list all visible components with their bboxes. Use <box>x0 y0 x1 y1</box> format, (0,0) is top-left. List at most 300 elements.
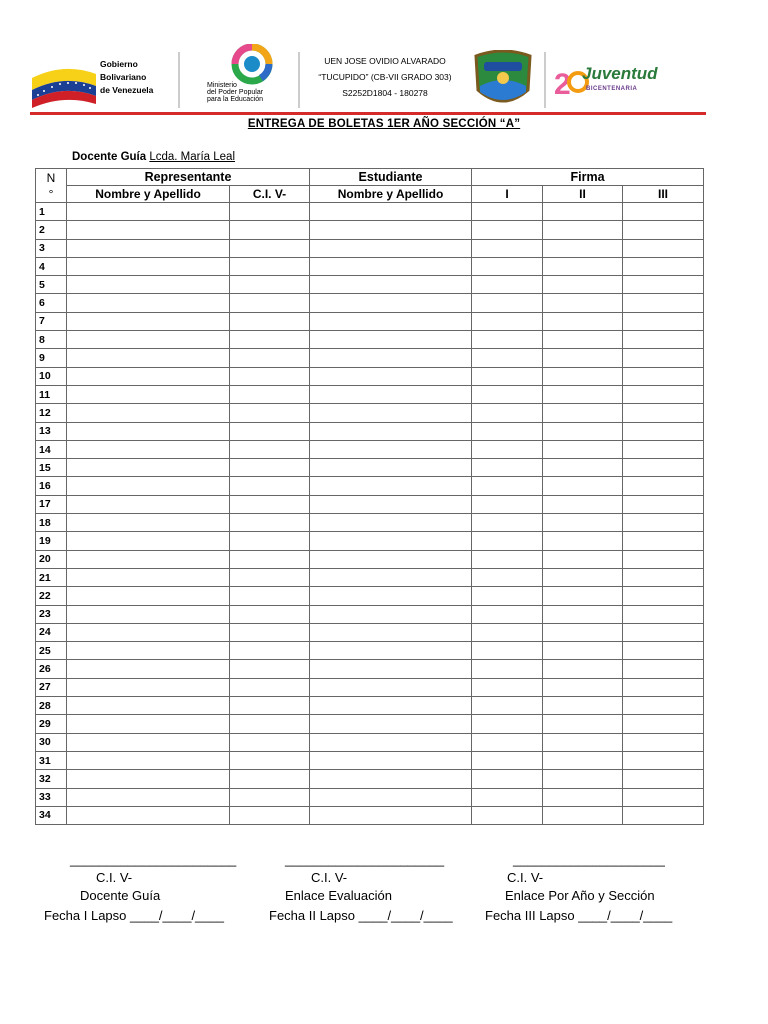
firma-i-cell[interactable] <box>472 312 543 330</box>
firma-iii-cell[interactable] <box>623 678 704 696</box>
table-row <box>36 495 704 513</box>
est-name-cell[interactable] <box>310 568 472 586</box>
header-rule <box>30 112 706 115</box>
firma-ii-cell[interactable] <box>543 550 623 568</box>
table-row <box>36 806 704 824</box>
firma-ii-cell[interactable] <box>543 751 623 769</box>
est-name-cell[interactable] <box>310 385 472 403</box>
row-number: 33 <box>36 788 67 806</box>
rep-ci-cell[interactable] <box>230 697 310 715</box>
firma-iii-cell[interactable] <box>623 550 704 568</box>
rep-name-cell[interactable] <box>67 312 230 330</box>
rep-name-cell[interactable] <box>67 642 230 660</box>
row-number: 23 <box>36 605 67 623</box>
row-number: 11 <box>36 385 67 403</box>
est-name-cell[interactable] <box>310 550 472 568</box>
firma-iii-cell[interactable] <box>623 623 704 641</box>
firma-iii-cell[interactable] <box>623 203 704 221</box>
rep-ci-cell[interactable] <box>230 294 310 312</box>
firma-ii-cell[interactable] <box>543 477 623 495</box>
rep-name-cell[interactable] <box>67 733 230 751</box>
firma-ii-cell[interactable] <box>543 788 623 806</box>
firma-i-header: I <box>472 186 543 203</box>
table-row <box>36 697 704 715</box>
firma-i-cell[interactable] <box>472 257 543 275</box>
rep-ci-cell[interactable] <box>230 514 310 532</box>
school-info: UEN JOSE OVIDIO ALVARADO “TUCUPIDO” (CB-VII GRADO 303) S2252D1804 - 180278 <box>318 56 452 98</box>
firma-i-cell[interactable] <box>472 404 543 422</box>
est-name-cell[interactable] <box>310 276 472 294</box>
rep-name-cell[interactable] <box>67 221 230 239</box>
table-row <box>36 294 704 312</box>
rep-ci-cell[interactable] <box>230 587 310 605</box>
firma-iii-cell[interactable] <box>623 642 704 660</box>
rep-ci-cell[interactable] <box>230 660 310 678</box>
firma-ii-cell[interactable] <box>543 331 623 349</box>
est-name-cell[interactable] <box>310 312 472 330</box>
firma-ii-cell[interactable] <box>543 623 623 641</box>
rep-name-cell[interactable] <box>67 532 230 550</box>
firma-ii-cell[interactable] <box>543 697 623 715</box>
rep-name-cell[interactable] <box>67 477 230 495</box>
rep-name-cell[interactable] <box>67 385 230 403</box>
firma-i-cell[interactable] <box>472 440 543 458</box>
rep-name-cell[interactable] <box>67 550 230 568</box>
rep-name-cell[interactable] <box>67 715 230 733</box>
firma-iii-cell[interactable] <box>623 751 704 769</box>
table-row <box>36 568 704 586</box>
firma-ii-cell[interactable] <box>543 715 623 733</box>
firma-i-cell[interactable] <box>472 751 543 769</box>
firma-i-cell[interactable] <box>472 203 543 221</box>
rep-ci-cell[interactable] <box>230 770 310 788</box>
firma-iii-cell[interactable] <box>623 568 704 586</box>
table-row <box>36 532 704 550</box>
rep-ci-header: C.I. V- <box>230 186 310 203</box>
rep-name-cell[interactable] <box>67 349 230 367</box>
firma-ii-cell[interactable] <box>543 203 623 221</box>
row-number: 4 <box>36 257 67 275</box>
table-row <box>36 459 704 477</box>
firma-i-cell[interactable] <box>472 697 543 715</box>
firma-ii-cell[interactable] <box>543 440 623 458</box>
role-enlace-evaluacion: Enlace Evaluación <box>285 888 392 903</box>
firma-i-cell[interactable] <box>472 495 543 513</box>
firma-i-cell[interactable] <box>472 331 543 349</box>
firma-iii-cell[interactable] <box>623 257 704 275</box>
firma-i-cell[interactable] <box>472 385 543 403</box>
rep-ci-cell[interactable] <box>230 550 310 568</box>
juventud-logo: 2 Juventud BICENTENARIA <box>552 56 634 104</box>
ministry-text: Ministerio del Poder Popular para la Educación <box>207 82 264 103</box>
rep-name-cell[interactable] <box>67 331 230 349</box>
row-number: 30 <box>36 733 67 751</box>
est-name-cell[interactable] <box>310 678 472 696</box>
rep-ci-cell[interactable] <box>230 331 310 349</box>
est-name-cell[interactable] <box>310 477 472 495</box>
row-number: 8 <box>36 331 67 349</box>
est-name-cell[interactable] <box>310 221 472 239</box>
rep-ci-cell[interactable] <box>230 203 310 221</box>
signature-line-seccion: _____________________ <box>513 852 665 867</box>
rep-ci-cell[interactable] <box>230 806 310 824</box>
firma-iii-cell[interactable] <box>623 806 704 824</box>
row-number: 17 <box>36 495 67 513</box>
rep-ci-cell[interactable] <box>230 367 310 385</box>
rep-ci-cell[interactable] <box>230 623 310 641</box>
firma-iii-cell[interactable] <box>623 367 704 385</box>
firma-ii-cell[interactable] <box>543 514 623 532</box>
firma-ii-cell[interactable] <box>543 276 623 294</box>
firma-ii-cell[interactable] <box>543 495 623 513</box>
table-row <box>36 623 704 641</box>
firma-iii-cell[interactable] <box>623 532 704 550</box>
rep-ci-cell[interactable] <box>230 459 310 477</box>
rep-name-header: Nombre y Apellido <box>67 186 230 203</box>
est-name-cell[interactable] <box>310 751 472 769</box>
firma-i-cell[interactable] <box>472 514 543 532</box>
est-name-cell[interactable] <box>310 203 472 221</box>
firma-ii-cell[interactable] <box>543 605 623 623</box>
firma-i-cell[interactable] <box>472 349 543 367</box>
table-row <box>36 715 704 733</box>
rep-name-cell[interactable] <box>67 678 230 696</box>
table-row <box>36 239 704 257</box>
rep-ci-cell[interactable] <box>230 678 310 696</box>
firma-i-cell[interactable] <box>472 550 543 568</box>
rep-name-cell[interactable] <box>67 697 230 715</box>
firma-i-cell[interactable] <box>472 733 543 751</box>
table-row <box>36 276 704 294</box>
rep-name-cell[interactable] <box>67 751 230 769</box>
firma-ii-cell[interactable] <box>543 770 623 788</box>
firma-iii-cell[interactable] <box>623 221 704 239</box>
est-name-cell[interactable] <box>310 404 472 422</box>
est-name-cell[interactable] <box>310 532 472 550</box>
firma-ii-cell[interactable] <box>543 349 623 367</box>
role-enlace-seccion: Enlace Por Año y Sección <box>505 888 655 903</box>
est-name-cell[interactable] <box>310 587 472 605</box>
rep-name-cell[interactable] <box>67 660 230 678</box>
firma-ii-cell[interactable] <box>543 385 623 403</box>
firma-header: Firma <box>472 169 704 186</box>
table-row <box>36 678 704 696</box>
firma-iii-cell[interactable] <box>623 605 704 623</box>
table-row <box>36 642 704 660</box>
firma-ii-cell[interactable] <box>543 806 623 824</box>
firma-iii-cell[interactable] <box>623 459 704 477</box>
table-row <box>36 788 704 806</box>
row-number: 18 <box>36 514 67 532</box>
row-number: 34 <box>36 806 67 824</box>
row-number: 25 <box>36 642 67 660</box>
ci-evaluacion: C.I. V- <box>311 870 348 885</box>
row-number: 28 <box>36 697 67 715</box>
document-title: ENTREGA DE BOLETAS 1ER AÑO SECCIÓN “A” <box>247 118 521 130</box>
table-row <box>36 349 704 367</box>
est-name-cell[interactable] <box>310 697 472 715</box>
table-row <box>36 404 704 422</box>
firma-i-cell[interactable] <box>472 806 543 824</box>
est-name-cell[interactable] <box>310 294 472 312</box>
rep-ci-cell[interactable] <box>230 276 310 294</box>
venezuela-flag-logo <box>30 64 98 108</box>
firma-iii-cell[interactable] <box>623 697 704 715</box>
firma-ii-cell[interactable] <box>543 733 623 751</box>
fecha-iii-lapso: Fecha III Lapso ____/____/____ <box>485 908 673 923</box>
est-name-cell[interactable] <box>310 806 472 824</box>
firma-iii-cell[interactable] <box>623 733 704 751</box>
svg-text:2: 2 <box>554 68 571 101</box>
firma-ii-cell[interactable] <box>543 257 623 275</box>
table-row <box>36 221 704 239</box>
row-number: 22 <box>36 587 67 605</box>
government-label: Gobierno Bolivariano de Venezuela <box>100 59 154 95</box>
firma-iii-cell[interactable] <box>623 239 704 257</box>
rep-name-cell[interactable] <box>67 276 230 294</box>
firma-i-cell[interactable] <box>472 660 543 678</box>
role-docente-guia: Docente Guía <box>80 888 161 903</box>
table-row <box>36 367 704 385</box>
firma-iii-cell[interactable] <box>623 715 704 733</box>
est-name-cell[interactable] <box>310 257 472 275</box>
firma-ii-cell[interactable] <box>543 312 623 330</box>
firma-iii-cell[interactable] <box>623 312 704 330</box>
table-row <box>36 587 704 605</box>
rep-name-cell[interactable] <box>67 459 230 477</box>
est-name-cell[interactable] <box>310 660 472 678</box>
est-name-cell[interactable] <box>310 514 472 532</box>
firma-i-cell[interactable] <box>472 459 543 477</box>
firma-i-cell[interactable] <box>472 221 543 239</box>
rep-name-cell[interactable] <box>67 257 230 275</box>
ci-seccion: C.I. V- <box>507 870 544 885</box>
firma-i-cell[interactable] <box>472 276 543 294</box>
rep-ci-cell[interactable] <box>230 751 310 769</box>
table-row <box>36 203 704 221</box>
firma-ii-cell[interactable] <box>543 404 623 422</box>
firma-ii-cell[interactable] <box>543 294 623 312</box>
row-number: 13 <box>36 422 67 440</box>
firma-ii-cell[interactable] <box>543 678 623 696</box>
row-number: 2 <box>36 221 67 239</box>
firma-iii-cell[interactable] <box>623 770 704 788</box>
rep-ci-cell[interactable] <box>230 733 310 751</box>
rep-name-cell[interactable] <box>67 422 230 440</box>
rep-ci-cell[interactable] <box>230 532 310 550</box>
table-row <box>36 312 704 330</box>
firma-iii-cell[interactable] <box>623 276 704 294</box>
firma-ii-cell[interactable] <box>543 568 623 586</box>
rep-name-cell[interactable] <box>67 568 230 586</box>
est-name-cell[interactable] <box>310 331 472 349</box>
firma-i-cell[interactable] <box>472 422 543 440</box>
row-number: 31 <box>36 751 67 769</box>
rep-name-cell[interactable] <box>67 239 230 257</box>
est-name-cell[interactable] <box>310 495 472 513</box>
table-row <box>36 660 704 678</box>
firma-ii-cell[interactable] <box>543 367 623 385</box>
ci-docente: C.I. V- <box>96 870 133 885</box>
firma-ii-cell[interactable] <box>543 532 623 550</box>
est-name-cell[interactable] <box>310 440 472 458</box>
table-row <box>36 422 704 440</box>
firma-i-cell[interactable] <box>472 623 543 641</box>
firma-i-cell[interactable] <box>472 477 543 495</box>
table-header-row <box>36 169 704 186</box>
firma-i-cell[interactable] <box>472 678 543 696</box>
est-name-cell[interactable] <box>310 239 472 257</box>
rep-ci-cell[interactable] <box>230 221 310 239</box>
est-name-cell[interactable] <box>310 788 472 806</box>
rep-name-cell[interactable] <box>67 605 230 623</box>
rep-name-cell[interactable] <box>67 770 230 788</box>
school-crest-logo <box>470 50 536 110</box>
firma-iii-cell[interactable] <box>623 660 704 678</box>
rep-ci-cell[interactable] <box>230 440 310 458</box>
rep-ci-cell[interactable] <box>230 239 310 257</box>
row-number: 27 <box>36 678 67 696</box>
est-name-cell[interactable] <box>310 605 472 623</box>
boletas-table <box>35 168 704 825</box>
rep-ci-cell[interactable] <box>230 642 310 660</box>
firma-iii-cell[interactable] <box>623 587 704 605</box>
rep-name-cell[interactable] <box>67 788 230 806</box>
rep-ci-cell[interactable] <box>230 568 310 586</box>
est-name-cell[interactable] <box>310 715 472 733</box>
firma-iii-cell[interactable] <box>623 477 704 495</box>
representante-header: Representante <box>67 169 310 186</box>
firma-iii-cell[interactable] <box>623 349 704 367</box>
rep-ci-cell[interactable] <box>230 715 310 733</box>
firma-iii-cell[interactable] <box>623 404 704 422</box>
row-number: 10 <box>36 367 67 385</box>
rep-name-cell[interactable] <box>67 587 230 605</box>
number-header: N ° <box>36 169 67 203</box>
firma-iii-header: III <box>623 186 704 203</box>
table-row <box>36 514 704 532</box>
row-number: 19 <box>36 532 67 550</box>
rep-ci-cell[interactable] <box>230 257 310 275</box>
rep-name-cell[interactable] <box>67 404 230 422</box>
rep-ci-cell[interactable] <box>230 385 310 403</box>
est-name-cell[interactable] <box>310 367 472 385</box>
firma-ii-cell[interactable] <box>543 660 623 678</box>
firma-iii-cell[interactable] <box>623 514 704 532</box>
row-number: 1 <box>36 203 67 221</box>
firma-i-cell[interactable] <box>472 367 543 385</box>
rep-ci-cell[interactable] <box>230 349 310 367</box>
est-name-cell[interactable] <box>310 642 472 660</box>
docente-label: Docente Guía <box>72 151 147 163</box>
firma-i-cell[interactable] <box>472 239 543 257</box>
firma-ii-cell[interactable] <box>543 587 623 605</box>
rep-name-cell[interactable] <box>67 203 230 221</box>
est-name-cell[interactable] <box>310 422 472 440</box>
row-number: 16 <box>36 477 67 495</box>
firma-i-cell[interactable] <box>472 605 543 623</box>
firma-ii-cell[interactable] <box>543 221 623 239</box>
est-name-cell[interactable] <box>310 770 472 788</box>
fecha-i-lapso: Fecha I Lapso ____/____/____ <box>44 908 224 923</box>
rep-ci-cell[interactable] <box>230 477 310 495</box>
table-row <box>36 440 704 458</box>
firma-i-cell[interactable] <box>472 568 543 586</box>
table-row <box>36 550 704 568</box>
table-row <box>36 257 704 275</box>
table-row <box>36 385 704 403</box>
table-row <box>36 733 704 751</box>
rep-name-cell[interactable] <box>67 367 230 385</box>
firma-ii-cell[interactable] <box>543 239 623 257</box>
rep-ci-cell[interactable] <box>230 422 310 440</box>
firma-ii-cell[interactable] <box>543 422 623 440</box>
rep-name-cell[interactable] <box>67 623 230 641</box>
firma-ii-cell[interactable] <box>543 459 623 477</box>
row-number: 15 <box>36 459 67 477</box>
signature-line-docente: _______________________ <box>70 852 237 867</box>
table-subheader-row <box>36 186 704 203</box>
firma-i-cell[interactable] <box>472 294 543 312</box>
firma-i-cell[interactable] <box>472 587 543 605</box>
firma-iii-cell[interactable] <box>623 495 704 513</box>
table-row <box>36 770 704 788</box>
row-number: 12 <box>36 404 67 422</box>
firma-i-cell[interactable] <box>472 715 543 733</box>
rep-name-cell[interactable] <box>67 806 230 824</box>
est-name-cell[interactable] <box>310 459 472 477</box>
firma-i-cell[interactable] <box>472 532 543 550</box>
row-number: 32 <box>36 770 67 788</box>
firma-iii-cell[interactable] <box>623 385 704 403</box>
firma-ii-cell[interactable] <box>543 642 623 660</box>
docente-guia-line <box>72 151 235 163</box>
rep-ci-cell[interactable] <box>230 788 310 806</box>
firma-iii-cell[interactable] <box>623 788 704 806</box>
rep-name-cell[interactable] <box>67 514 230 532</box>
firma-i-cell[interactable] <box>472 642 543 660</box>
row-number: 7 <box>36 312 67 330</box>
firma-iii-cell[interactable] <box>623 331 704 349</box>
row-number: 24 <box>36 623 67 641</box>
row-number: 14 <box>36 440 67 458</box>
rep-name-cell[interactable] <box>67 294 230 312</box>
firma-i-cell[interactable] <box>472 770 543 788</box>
firma-ii-header: II <box>543 186 623 203</box>
rep-ci-cell[interactable] <box>230 404 310 422</box>
est-name-cell[interactable] <box>310 349 472 367</box>
rep-name-cell[interactable] <box>67 440 230 458</box>
rep-ci-cell[interactable] <box>230 312 310 330</box>
firma-iii-cell[interactable] <box>623 422 704 440</box>
docente-name: Lcda. María Leal <box>149 151 236 163</box>
table-row <box>36 751 704 769</box>
est-name-cell[interactable] <box>310 733 472 751</box>
firma-iii-cell[interactable] <box>623 294 704 312</box>
header-divider <box>544 52 546 108</box>
rep-name-cell[interactable] <box>67 495 230 513</box>
row-number: 21 <box>36 568 67 586</box>
row-number: 5 <box>36 276 67 294</box>
row-number: 20 <box>36 550 67 568</box>
rep-ci-cell[interactable] <box>230 495 310 513</box>
est-name-cell[interactable] <box>310 623 472 641</box>
firma-iii-cell[interactable] <box>623 440 704 458</box>
rep-ci-cell[interactable] <box>230 605 310 623</box>
row-number: 26 <box>36 660 67 678</box>
firma-i-cell[interactable] <box>472 788 543 806</box>
table-row <box>36 477 704 495</box>
